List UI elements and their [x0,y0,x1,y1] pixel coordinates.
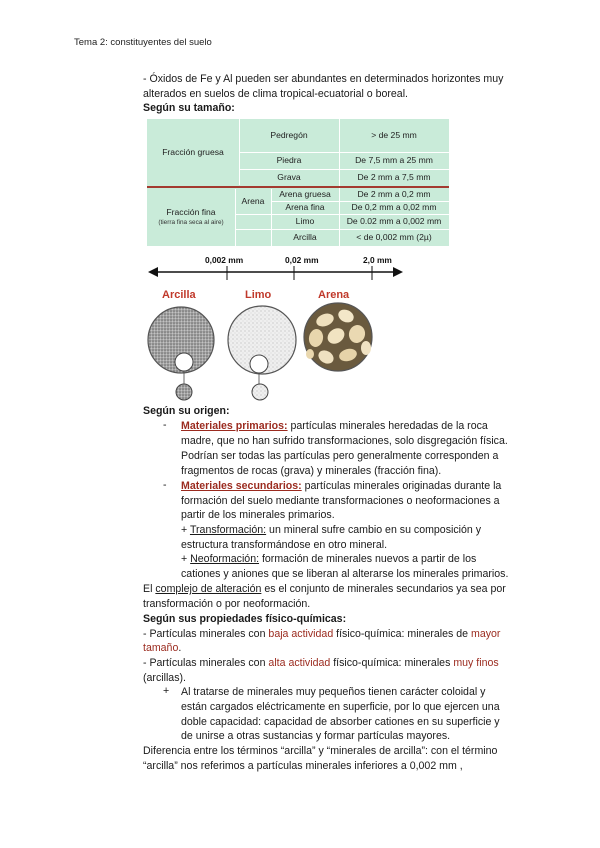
neoformation-term: Neoformación: [190,553,260,565]
dash-bullet: - [163,419,167,431]
neoformation-line-2: cationes y aniones que se liberan al alterarse los minerales primarios. [181,568,509,580]
particle-size-diagram [140,262,410,404]
row-range: De 0.02 mm a 0,002 mm [346,216,442,226]
colloid-line-1: Al tratarse de minerales muy pequeños tienen carácter coloidal y [181,686,486,698]
plus-bullet: + [163,685,170,697]
complex-line-2: transformación o por neoformación. [143,598,311,610]
neoformation-line [181,552,476,567]
row-range: > de 25 mm [371,130,417,140]
intro-line-2: alterados en suelos de clima tropical-ecuatorial o boreal. [143,88,408,100]
transformation-line-2: estructura transformándose en otro mineral. [181,539,388,551]
size-heading: Según su tamaño: [143,102,235,114]
row-name: Limo [295,216,315,226]
complex-prefix: El [143,583,156,595]
sand-particle-circle [304,303,372,371]
primary-line-4: fragmentos de rocas (grava) y minerales (fracción fina). [181,465,442,477]
row-name: Piedra [276,155,302,165]
low-activity-line-2 [143,641,181,656]
secondary-line-2: formación del suelo mediante transformaciones o neoformaciones a [181,495,500,507]
complex-text: es el conjunto de minerales secundarios ya sea por [261,583,506,595]
silt-particle-circle [228,306,296,400]
size-table [147,119,449,246]
difference-line-2: “arcilla” nos referimos a partículas minerales inferiores a 0,002 mm , [143,760,463,772]
row-range: < de 0,002 mm (2µ) [356,232,432,242]
plus-prefix: + [181,524,190,536]
transformation-text: un mineral sufre cambio en su composición y [266,524,482,536]
larger-size-term-2: tamaño [143,642,179,654]
fine-fraction-sublabel: (tierra fina seca al aire) [158,219,224,226]
tick-label: 2,0 mm [363,255,392,265]
primary-line-3: Podrían ser todas las partículas pero generalmente corresponden a [181,450,499,462]
complex-line [143,582,506,597]
complex-term: complejo de alteración [155,583,262,595]
high-mid: físico-química: minerales [330,657,454,669]
tick-label: 0,002 mm [205,255,244,265]
secondary-materials-term: Materiales secundarios: [181,480,302,492]
secondary-text: partículas minerales originadas durante la [301,480,502,492]
fine-fraction-label: Fracción fina [166,207,216,217]
high-activity-line [143,656,499,671]
larger-size-term: mayor [471,628,501,640]
soil-class-label: Limo [245,289,272,301]
sand-group-label: Arena [241,196,265,206]
dash-bullet: - [163,479,167,491]
row-name: Arena gruesa [279,189,331,199]
clay-particle-circle [148,307,214,400]
size-axis-arrow [148,266,403,280]
secondary-materials-line [181,479,501,494]
very-fine-term: muy finos [453,657,499,669]
row-name: Arcilla [293,232,317,242]
row-name: Pedregón [270,130,308,140]
low-prefix: - Partículas minerales con [143,628,269,640]
low-mid: físico-química: minerales de [333,628,471,640]
row-range: De 2 mm a 7,5 mm [357,172,431,182]
intro-line-1: - Óxidos de Fe y Al pueden ser abundantes en determinados horizontes muy [143,73,504,85]
high-activity-term: alta actividad [268,657,331,669]
soil-class-label: Arena [318,289,350,301]
low-activity-line [143,627,500,642]
origin-heading: Según su origen: [143,405,230,417]
high-activity-line-2: (arcillas). [143,672,186,684]
physchem-heading: Según sus propiedades físico-químicas: [143,613,347,625]
primary-text: partículas minerales heredadas de la roca [287,420,488,432]
colloid-line-4: de unirse a otras sustancias y formar partículas mayores. [181,730,451,742]
neoformation-text: formación de minerales nuevos a partir de los [259,553,477,565]
high-prefix: - Partículas minerales con [143,657,269,669]
row-range: De 7,5 mm a 25 mm [355,155,433,165]
secondary-line-3: partir de los minerales primarios. [181,509,335,521]
row-range: De 0,2 mm a 0,02 mm [351,202,437,212]
primary-line-2: madre, que no han sufrido transformaciones, solo disgregación física. [181,435,508,447]
colloid-line-3: doble capacidad: capacidad de absorber cationes en su superficie y [181,716,500,728]
transformation-line [181,523,481,538]
colloid-line-2: están cargados eléctricamente en superficie, por lo que ejercen una [181,701,500,713]
primary-materials-line [181,419,488,434]
soil-class-label: Arcilla [162,289,196,301]
low-activity-term: baja actividad [268,628,334,640]
primary-materials-term: Materiales primarios: [181,420,288,432]
row-name: Arena fina [285,202,325,212]
coarse-fraction-label: Fracción gruesa [162,146,224,157]
difference-line-1: Diferencia entre los términos “arcilla” y “minerales de arcilla”: con el término [143,745,498,757]
transformation-term: Transformación: [189,524,267,536]
period: . [178,642,182,654]
tick-label: 0,02 mm [285,255,319,265]
page-header: Tema 2: constituyentes del suelo [74,37,212,48]
row-name: Grava [277,172,301,182]
plus-prefix: + [181,553,191,565]
row-range: De 2 mm a 0,2 mm [357,189,431,199]
